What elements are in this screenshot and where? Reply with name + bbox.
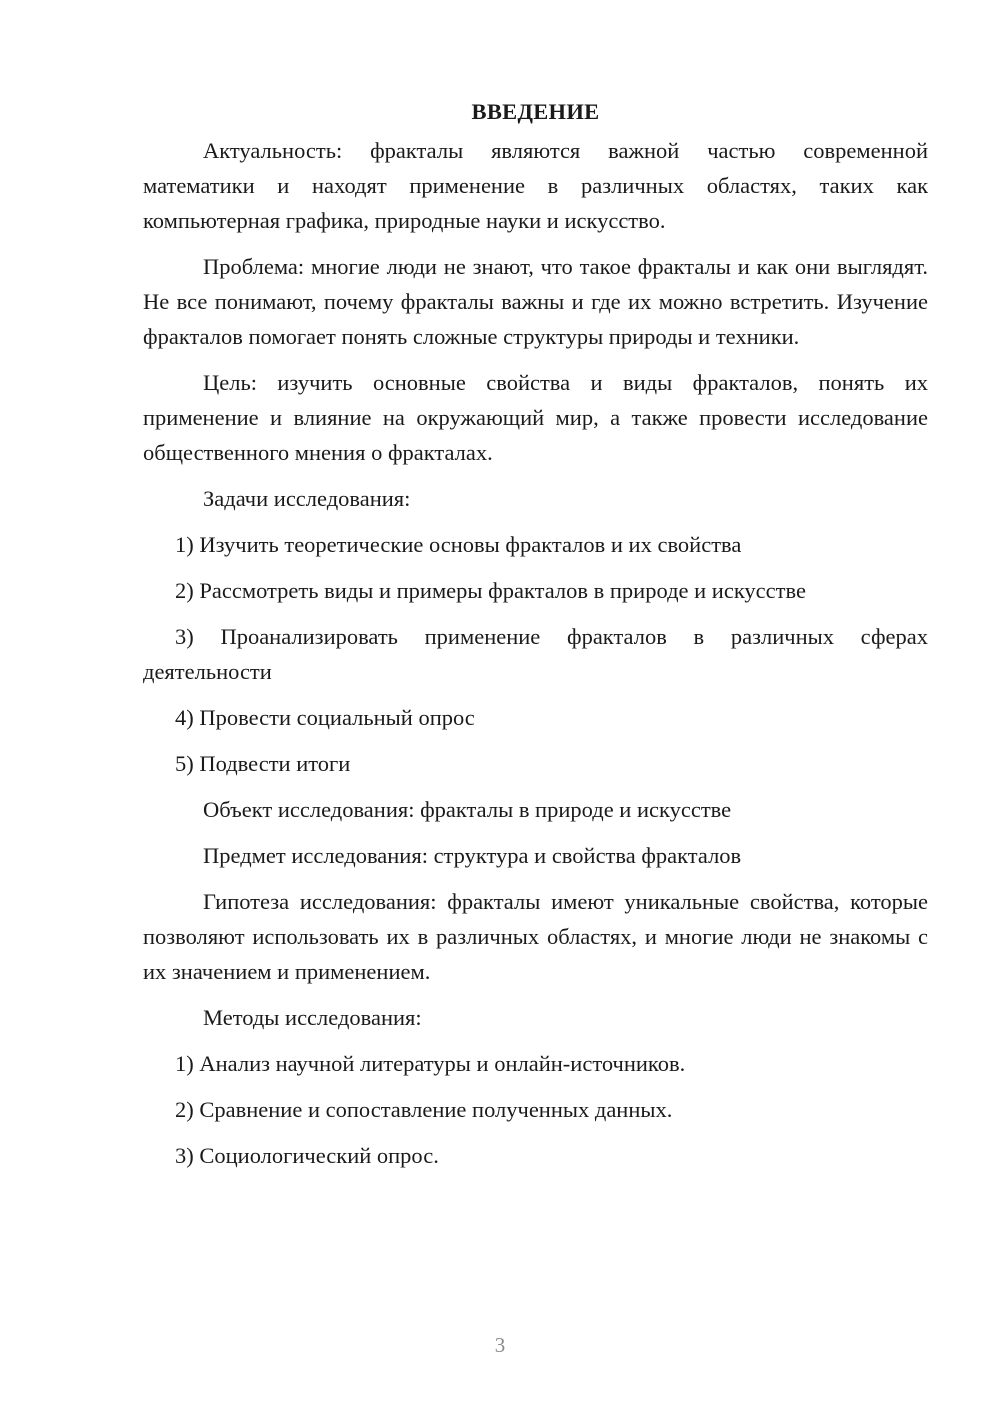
method-item: 3) Социологический опрос. (175, 1143, 439, 1168)
goal-paragraph: Цель: изучить основные свойства и виды фракталов, понять их применение и влияние на окружающий мир, а также провести исследование общественного мнения о фракталах. (143, 370, 928, 465)
task-item: 3) Проанализировать применение фракталов в различных сферах деятельности (143, 624, 928, 684)
task-item: 1) Изучить теоретические основы фракталов и их свойства (175, 532, 742, 557)
tasks-heading: Задачи исследования: (203, 486, 411, 511)
task-item: 2) Рассмотреть виды и примеры фракталов в природе и искусстве (175, 578, 806, 603)
task-item: 5) Подвести итоги (175, 751, 351, 776)
relevance-paragraph: Актуальность: фракталы являются важной частью современной математики и находят применение в различных областях, таких как компьютерная графика, природные науки и искусство. (143, 138, 928, 233)
object-paragraph: Объект исследования: фракталы в природе и искусстве (203, 797, 732, 822)
section-title: ВВЕДЕНИЕ (471, 99, 600, 124)
task-item: 4) Провести социальный опрос (175, 705, 475, 730)
page-content (143, 97, 928, 1173)
problem-paragraph: Проблема: многие люди не знают, что такое фракталы и как они выглядят. Не все понимают, почему фракталы важны и где их можно встретить. Изучение фракталов помогает понять сложные структуры природы и техники. (143, 254, 928, 349)
method-item: 1) Анализ научной литературы и онлайн-источников. (175, 1051, 686, 1076)
methods-heading: Методы исследования: (203, 1005, 422, 1030)
hypothesis-paragraph: Гипотеза исследования: фракталы имеют уникальные свойства, которые позволяют использовать их в различных областях, и многие люди не знакомы с их значением и применением. (143, 889, 928, 984)
subject-paragraph: Предмет исследования: структура и свойства фракталов (203, 843, 742, 868)
method-item: 2) Сравнение и сопоставление полученных данных. (175, 1097, 673, 1122)
page-number: 3 (494, 1333, 506, 1357)
